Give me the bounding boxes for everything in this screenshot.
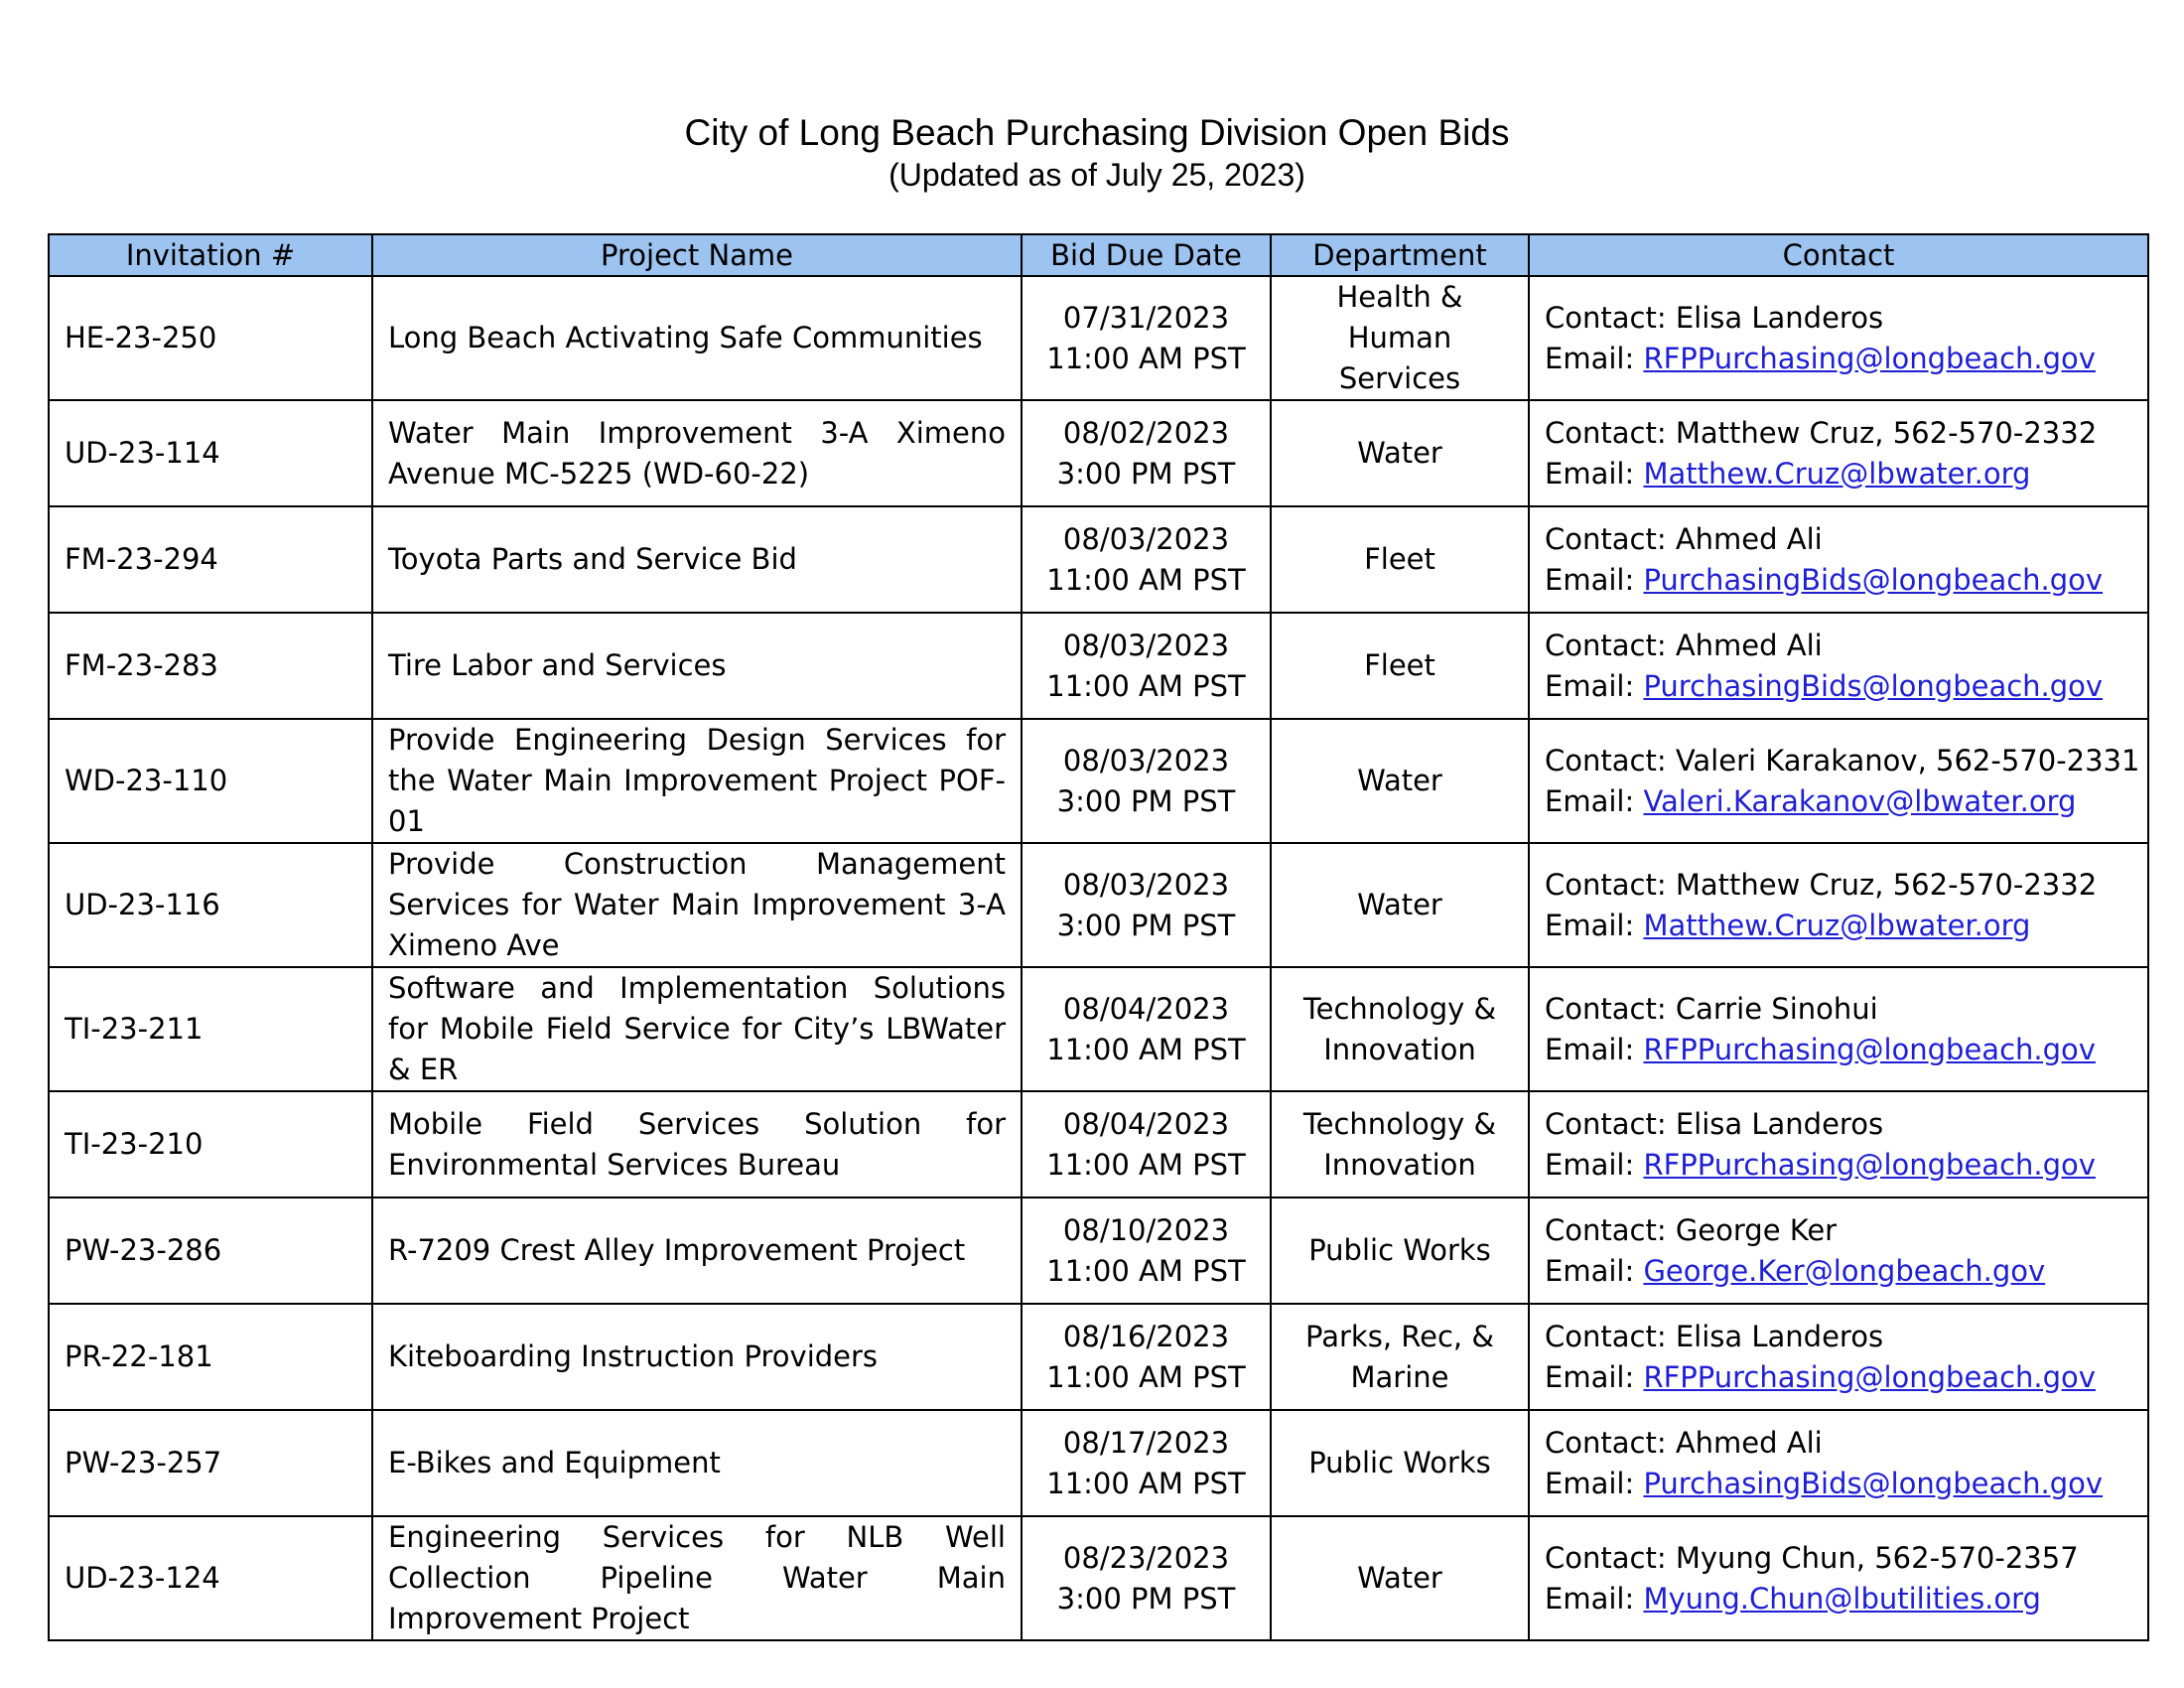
department: Water xyxy=(1271,719,1529,843)
email-label: Email: xyxy=(1545,1253,1644,1288)
email-link[interactable]: PurchasingBids@longbeach.gov xyxy=(1643,562,2104,597)
contact-cell xyxy=(1529,506,2148,613)
email-link[interactable]: RFPPurchasing@longbeach.gov xyxy=(1643,1147,2096,1182)
due-date: 08/16/2023 xyxy=(1062,1319,1230,1353)
email-link[interactable]: PurchasingBids@longbeach.gov xyxy=(1643,1466,2104,1500)
contact-cell xyxy=(1529,276,2148,400)
due-date: 08/03/2023 xyxy=(1062,743,1230,777)
document-header xyxy=(0,111,2184,195)
bid-due-date xyxy=(1022,1304,1271,1410)
contact-name: Contact: Elisa Landeros xyxy=(1545,1106,1884,1141)
table-row xyxy=(49,1197,2148,1304)
contact-cell xyxy=(1529,967,2148,1091)
contact-cell xyxy=(1529,1516,2148,1640)
email-label: Email: xyxy=(1545,562,1644,597)
department: Water xyxy=(1271,1516,1529,1640)
invitation-number: UD-23-116 xyxy=(49,843,372,967)
column-header-contact: Contact xyxy=(1529,234,2148,276)
table-body xyxy=(49,276,2148,1640)
project-name: Engineering Services for NLB Well Collection Pipeline Water Main Improvement Project xyxy=(372,1516,1022,1640)
email-link[interactable]: RFPPurchasing@longbeach.gov xyxy=(1643,1359,2096,1394)
department: Technology & Innovation xyxy=(1271,1091,1529,1197)
email-link[interactable]: PurchasingBids@longbeach.gov xyxy=(1643,668,2104,703)
page-subtitle: (Updated as of July 25, 2023) xyxy=(888,157,1305,193)
contact-name: Contact: Elisa Landeros xyxy=(1545,1319,1884,1353)
bid-due-date xyxy=(1022,967,1271,1091)
contact-cell xyxy=(1529,613,2148,719)
email-label: Email: xyxy=(1545,783,1644,818)
email-label: Email: xyxy=(1545,456,1644,491)
email-link[interactable]: George.Ker@longbeach.gov xyxy=(1643,1253,2046,1288)
table-row xyxy=(49,1091,2148,1197)
due-time: 3:00 PM PST xyxy=(1056,783,1236,818)
email-label: Email: xyxy=(1545,908,1644,942)
due-time: 11:00 AM PST xyxy=(1046,1359,1246,1394)
due-date: 08/04/2023 xyxy=(1062,1106,1230,1141)
page-title: City of Long Beach Purchasing Division Open Bids xyxy=(684,112,1510,153)
department: Technology & Innovation xyxy=(1271,967,1529,1091)
email-label: Email: xyxy=(1545,668,1644,703)
invitation-number: PR-22-181 xyxy=(49,1304,372,1410)
due-date: 08/03/2023 xyxy=(1062,521,1230,556)
project-name: Software and Implementation Solutions for Mobile Field Service for City’s LBWater & ER xyxy=(372,967,1022,1091)
due-date: 08/04/2023 xyxy=(1062,991,1230,1026)
invitation-number: PW-23-257 xyxy=(49,1410,372,1516)
email-link[interactable]: Myung.Chun@lbutilities.org xyxy=(1643,1581,2041,1616)
table-row xyxy=(49,1516,2148,1640)
due-time: 11:00 AM PST xyxy=(1046,341,1246,375)
bid-due-date xyxy=(1022,1091,1271,1197)
contact-cell xyxy=(1529,400,2148,506)
project-name: Provide Engineering Design Services for the Water Main Improvement Project POF-01 xyxy=(372,719,1022,843)
contact-name: Contact: Valeri Karakanov, 562-570-2331 xyxy=(1545,743,2140,777)
bid-due-date xyxy=(1022,1516,1271,1640)
due-date: 08/02/2023 xyxy=(1062,415,1230,450)
contact-name: Contact: George Ker xyxy=(1545,1212,1838,1247)
due-time: 11:00 AM PST xyxy=(1046,668,1246,703)
email-label: Email: xyxy=(1545,1032,1644,1066)
project-name: Tire Labor and Services xyxy=(372,613,1022,719)
contact-name: Contact: Ahmed Ali xyxy=(1545,1425,1823,1460)
table-row xyxy=(49,400,2148,506)
table-row xyxy=(49,1304,2148,1410)
contact-cell xyxy=(1529,843,2148,967)
bid-due-date xyxy=(1022,613,1271,719)
due-date: 08/10/2023 xyxy=(1062,1212,1230,1247)
invitation-number: HE-23-250 xyxy=(49,276,372,400)
project-name: Toyota Parts and Service Bid xyxy=(372,506,1022,613)
project-name: Long Beach Activating Safe Communities xyxy=(372,276,1022,400)
bid-due-date xyxy=(1022,400,1271,506)
invitation-number: FM-23-283 xyxy=(49,613,372,719)
invitation-number: UD-23-124 xyxy=(49,1516,372,1640)
contact-cell xyxy=(1529,1304,2148,1410)
due-date: 08/17/2023 xyxy=(1062,1425,1230,1460)
department: Water xyxy=(1271,400,1529,506)
table-row xyxy=(49,613,2148,719)
department: Water xyxy=(1271,843,1529,967)
table-row xyxy=(49,843,2148,967)
due-time: 3:00 PM PST xyxy=(1056,1581,1236,1616)
project-name: E-Bikes and Equipment xyxy=(372,1410,1022,1516)
due-time: 11:00 AM PST xyxy=(1046,1147,1246,1182)
table-row xyxy=(49,506,2148,613)
bid-due-date xyxy=(1022,719,1271,843)
department: Fleet xyxy=(1271,506,1529,613)
bid-due-date xyxy=(1022,506,1271,613)
email-label: Email: xyxy=(1545,1581,1644,1616)
table-row xyxy=(49,967,2148,1091)
project-name: R-7209 Crest Alley Improvement Project xyxy=(372,1197,1022,1304)
bid-due-date xyxy=(1022,276,1271,400)
project-name: Mobile Field Services Solution for Environmental Services Bureau xyxy=(372,1091,1022,1197)
due-date: 07/31/2023 xyxy=(1062,300,1230,335)
column-header-bid-due-date: Bid Due Date xyxy=(1022,234,1271,276)
email-link[interactable]: RFPPurchasing@longbeach.gov xyxy=(1643,341,2096,375)
email-link[interactable]: Matthew.Cruz@lbwater.org xyxy=(1643,456,2031,491)
department: Public Works xyxy=(1271,1197,1529,1304)
contact-cell xyxy=(1529,719,2148,843)
contact-name: Contact: Ahmed Ali xyxy=(1545,521,1823,556)
due-time: 11:00 AM PST xyxy=(1046,562,1246,597)
due-date: 08/03/2023 xyxy=(1062,867,1230,902)
invitation-number: WD-23-110 xyxy=(49,719,372,843)
column-header-department: Department xyxy=(1271,234,1529,276)
email-label: Email: xyxy=(1545,1147,1644,1182)
invitation-number: TI-23-211 xyxy=(49,967,372,1091)
contact-name: Contact: Ahmed Ali xyxy=(1545,628,1823,662)
bid-due-date xyxy=(1022,843,1271,967)
column-header-project-name: Project Name xyxy=(372,234,1022,276)
project-name: Water Main Improvement 3-A Ximeno Avenue MC-5225 (WD-60-22) xyxy=(372,400,1022,506)
email-label: Email: xyxy=(1545,1359,1644,1394)
contact-name: Contact: Matthew Cruz, 562-570-2332 xyxy=(1545,867,2098,902)
contact-cell xyxy=(1529,1091,2148,1197)
contact-cell xyxy=(1529,1197,2148,1304)
project-name: Provide Construction Management Services for Water Main Improvement 3-A Ximeno Ave xyxy=(372,843,1022,967)
open-bids-table xyxy=(48,233,2149,1641)
due-date: 08/23/2023 xyxy=(1062,1540,1230,1575)
table-row xyxy=(49,276,2148,400)
due-time: 11:00 AM PST xyxy=(1046,1253,1246,1288)
contact-cell xyxy=(1529,1410,2148,1516)
contact-name: Contact: Myung Chun, 562-570-2357 xyxy=(1545,1540,2079,1575)
table-row xyxy=(49,719,2148,843)
email-link[interactable]: Matthew.Cruz@lbwater.org xyxy=(1643,908,2031,942)
invitation-number: UD-23-114 xyxy=(49,400,372,506)
email-label: Email: xyxy=(1545,341,1644,375)
invitation-number: PW-23-286 xyxy=(49,1197,372,1304)
department: Health & Human Services xyxy=(1271,276,1529,400)
department: Fleet xyxy=(1271,613,1529,719)
contact-name: Contact: Carrie Sinohui xyxy=(1545,991,1878,1026)
table-row xyxy=(49,1410,2148,1516)
due-time: 11:00 AM PST xyxy=(1046,1466,1246,1500)
invitation-number: TI-23-210 xyxy=(49,1091,372,1197)
bid-due-date xyxy=(1022,1197,1271,1304)
department: Public Works xyxy=(1271,1410,1529,1516)
contact-name: Contact: Elisa Landeros xyxy=(1545,300,1884,335)
invitation-number: FM-23-294 xyxy=(49,506,372,613)
email-link[interactable]: RFPPurchasing@longbeach.gov xyxy=(1643,1032,2096,1066)
contact-name: Contact: Matthew Cruz, 562-570-2332 xyxy=(1545,415,2098,450)
project-name: Kiteboarding Instruction Providers xyxy=(372,1304,1022,1410)
email-label: Email: xyxy=(1545,1466,1644,1500)
due-time: 3:00 PM PST xyxy=(1056,908,1236,942)
due-date: 08/03/2023 xyxy=(1062,628,1230,662)
column-header-invitation: Invitation # xyxy=(49,234,372,276)
email-link[interactable]: Valeri.Karakanov@lbwater.org xyxy=(1643,783,2077,818)
due-time: 3:00 PM PST xyxy=(1056,456,1236,491)
due-time: 11:00 AM PST xyxy=(1046,1032,1246,1066)
table-header-row xyxy=(49,234,2148,276)
bid-due-date xyxy=(1022,1410,1271,1516)
department: Parks, Rec, & Marine xyxy=(1271,1304,1529,1410)
